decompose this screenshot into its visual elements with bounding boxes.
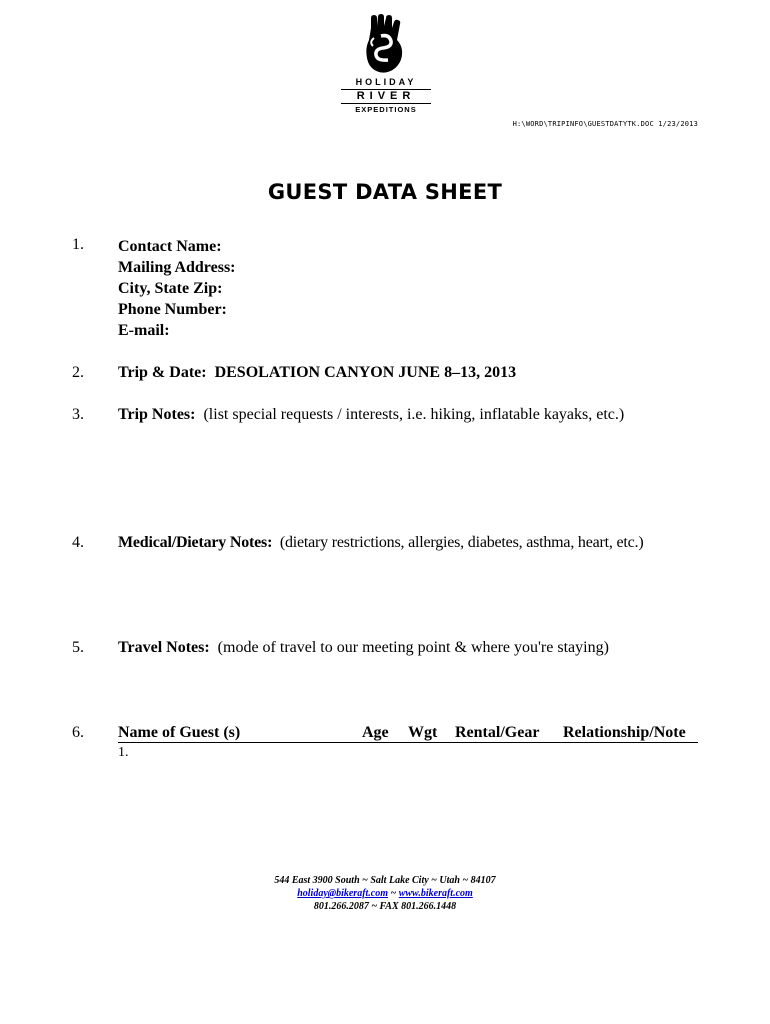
medical-notes-row — [118, 534, 643, 552]
phone-number-label: Phone Number: — [118, 301, 227, 318]
file-path: H:\WORD\TRIPINFO\GUESTDATYTK.DOC 1/23/2013 — [512, 120, 698, 128]
city-state-zip-label: City, State Zip: — [118, 280, 223, 297]
medical-notes-hint: (dietary restrictions, allergies, diabetes, asthma, heart, etc.) — [279, 534, 644, 551]
item-number-5: 5. — [72, 639, 84, 656]
guest-row-1-number: 1. — [118, 745, 129, 760]
item-number-1: 1. — [72, 236, 84, 253]
footer — [0, 874, 770, 913]
email-label: E-mail: — [118, 322, 170, 339]
col-wgt: Wgt — [408, 724, 438, 741]
trip-notes-row — [118, 406, 624, 424]
logo-line-1: HOLIDAY — [355, 77, 417, 87]
item-number-6: 6. — [72, 724, 84, 741]
trip-date-row — [118, 364, 516, 382]
footer-separator: ~ — [390, 888, 397, 899]
footer-phone: 801.266.2087 ~ FAX 801.266.1448 — [313, 901, 457, 912]
footer-email-link[interactable]: holiday@bikeraft.com — [297, 888, 389, 899]
logo-line-2: RIVER — [341, 89, 431, 104]
col-relationship-note: Relationship/Note — [563, 724, 686, 741]
trip-notes-label: Trip Notes: — [118, 406, 196, 423]
item-number-3: 3. — [72, 406, 84, 423]
col-age: Age — [362, 724, 389, 741]
page-title: GUEST DATA SHEET — [267, 180, 503, 204]
trip-date-value: DESOLATION CANYON JUNE 8–13, 2013 — [214, 364, 517, 381]
company-logo — [338, 14, 434, 118]
item-number-4: 4. — [72, 534, 84, 551]
travel-notes-label: Travel Notes: — [118, 639, 210, 656]
mailing-address-label: Mailing Address: — [118, 259, 236, 276]
col-rental-gear: Rental/Gear — [455, 724, 540, 741]
footer-address: 544 East 3900 South ~ Salt Lake City ~ Utah ~ 84107 — [274, 875, 496, 886]
medical-notes-label: Medical/Dietary Notes: — [118, 534, 273, 551]
col-name-of-guest: Name of Guest (s) — [118, 724, 241, 741]
travel-notes-hint: (mode of travel to our meeting point & where you're staying) — [217, 639, 609, 656]
contact-name-label: Contact Name: — [118, 238, 222, 255]
logo-line-3: EXPEDITIONS — [355, 105, 417, 114]
item-number-2: 2. — [72, 364, 84, 381]
contact-section — [118, 236, 236, 341]
travel-notes-row — [118, 639, 609, 657]
guest-table-header — [118, 724, 698, 743]
footer-contact-line — [0, 887, 770, 900]
hand-river-icon — [361, 14, 411, 74]
trip-date-label: Trip & Date: — [118, 364, 207, 381]
footer-website-link[interactable]: www.bikeraft.com — [398, 888, 473, 899]
trip-notes-hint: (list special requests / interests, i.e. hiking, inflatable kayaks, etc.) — [203, 406, 625, 423]
